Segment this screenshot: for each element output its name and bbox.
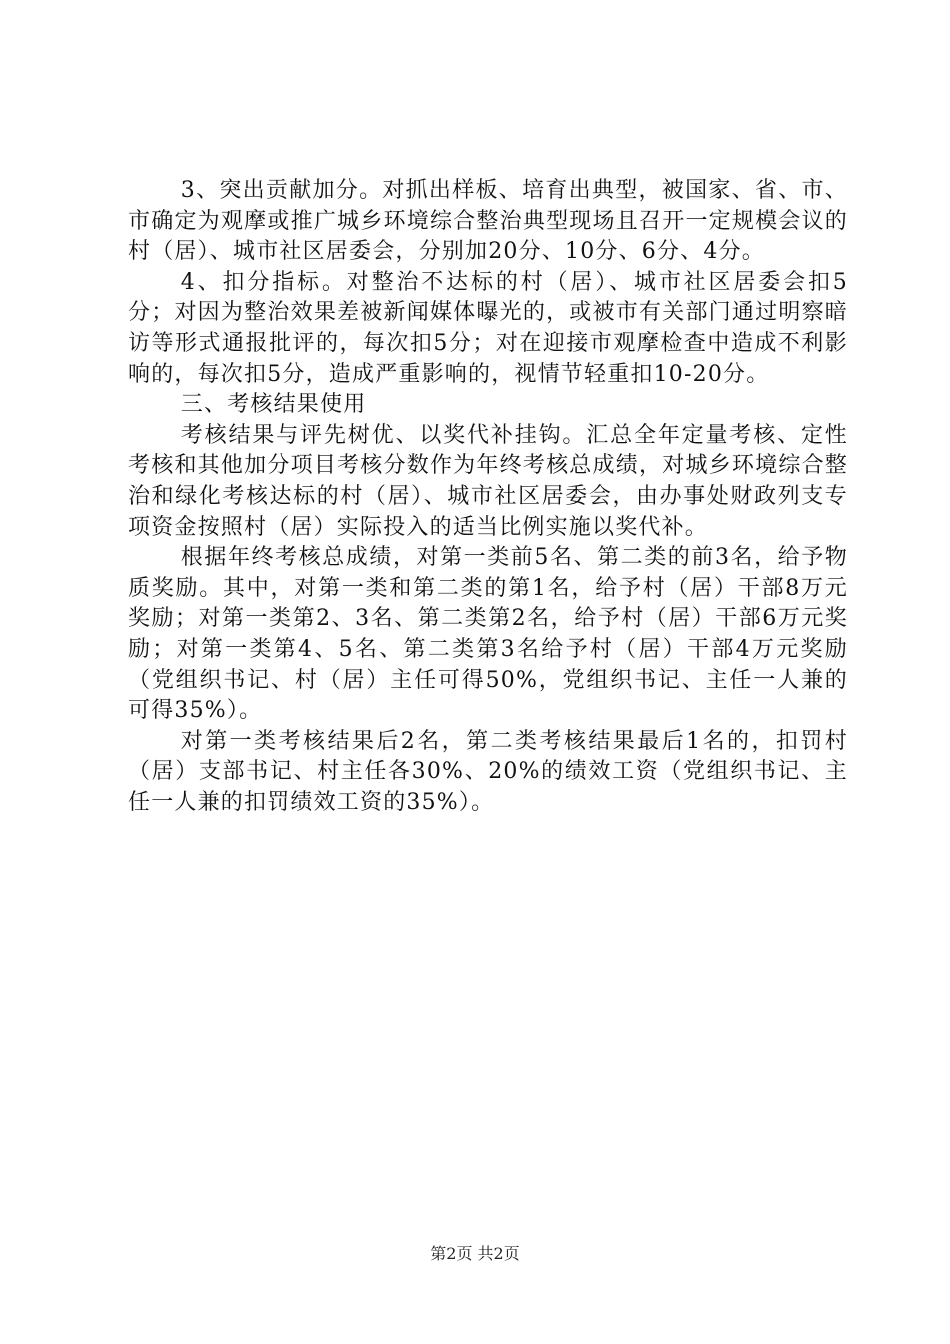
page-footer: 第2页 共2页 (430, 1244, 520, 1263)
paragraph-rewards: 根据年终考核总成绩，对第一类前5名、第二类的前3名，给予物质奖励。其中，对第一类和第二类的第1名，给予村（居）干部8万元奖励；对第一类第2、3名、第二类第2名，给予村（居）干部6万元奖励；对第一类第4、5名、第二类第3名给予村（居）干部4万元奖励（党组织书记、村（居）主任可得50%，党组织书记、主任一人兼的可得35%）。 (128, 545, 848, 724)
paragraph-deduction-points: 4、扣分指标。对整治不达标的村（居）、城市社区居委会扣5分；对因为整治效果差被新闻媒体曝光的，或被市有关部门通过明察暗访等形式通报批评的，每次扣5分；对在迎接市观摩检查中造成不利影响的，每次扣5分，造成严重影响的，视情节轻重扣10-20分。 (128, 269, 848, 387)
document-body (128, 176, 848, 818)
paragraph-bonus-points: 3、突出贡献加分。对抓出样板、培育出典型，被国家、省、市、市确定为观摩或推广城乡环境综合整治典型现场且召开一定规模会议的村（居）、城市社区居委会，分别加20分、10分、6分、4分。 (128, 178, 848, 265)
paragraph-penalties: 对第一类考核结果后2名，第二类考核结果最后1名的，扣罚村（居）支部书记、村主任各30%、20%的绩效工资（党组织书记、主任一人兼的扣罚绩效工资的35%）。 (128, 728, 848, 815)
section-heading: 三、考核结果使用 (180, 392, 367, 418)
paragraph-result-usage: 考核结果与评先树优、以奖代补挂钩。汇总全年定量考核、定性考核和其他加分项目考核分数作为年终考核总成绩，对城乡环境综合整治和绿化考核达标的村（居）、城市社区居委会，由办事处财政列支专项资金按照村（居）实际投入的适当比例实施以奖代补。 (128, 422, 848, 540)
